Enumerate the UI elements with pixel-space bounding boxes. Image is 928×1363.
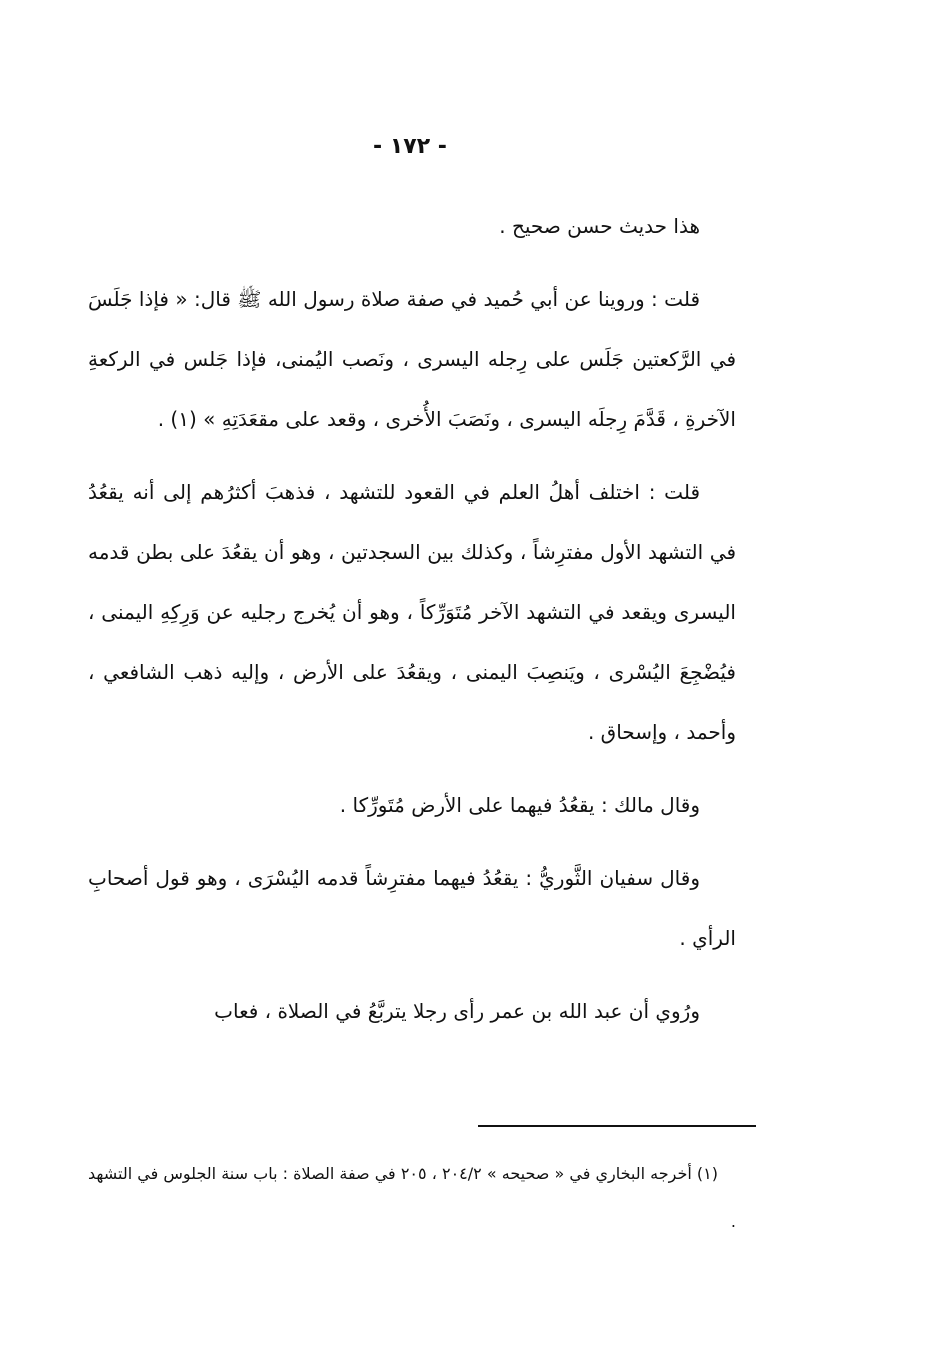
page-number: - ١٧٢ - (373, 134, 447, 159)
paragraph-ibn-umar-report: ورُوي أن عبد الله بن عمر رأى رجلا يتربَّعُ في الصلاة ، فعاب (214, 999, 700, 1023)
main-text (88, 196, 736, 1054)
footnote (88, 1150, 736, 1246)
paragraph-scholars-disagreement: قلت : اختلف أهلُ العلم في القعود للتشهد ، فذهبَ أكثرُهم إلى أنه يقعُدُ في التشهد الأول مفترِشاً ، وكذلك بين السجدتين ، وهو أن يقعُدَ على بطن قدمه اليسرى ويقعد في التشهد الآخر مُتَوَرِّكاً ، وهو أن يُخرج رجليه عن وَرِكِهِ اليمنى ، فيُضْجِعَ اليُسْرى ، ويَنصِبَ اليمنى ، ويقعُدَ على الأرض ، وإليه ذهب الشافعي ، وأحمد ، وإسحاق . (88, 480, 736, 744)
paragraph-hadith-grade: هذا حديث حسن صحيح . (499, 214, 700, 238)
paragraph-abu-humaid-narration: قلت : وروينا عن أبي حُميد في صفة صلاة رسول الله ﷺ قال: « فإذا جَلَسَ في الرَّكعتين جَلَس على رِجله اليسرى ، ونَصب اليُمنى، فإذا جَلس في الركعةِ الآخرةِ ، قَدَّمَ رِجلَه اليسرى ، ونَصَبَ الأُخرى ، وقعد على مقعَدَتِهِ » (١) . (88, 287, 736, 431)
paragraph-malik-opinion: وقال مالك : يقعُدُ فيهما على الأرض مُتَورِّكا . (339, 793, 700, 817)
paragraph-thawri-opinion: وقال سفيان الثَّوريُّ : يقعُدُ فيهما مفترِشاً قدمه اليُسْرَى ، وهو قول أصحابِ الرأي . (88, 866, 736, 950)
footnote-text: (١) أخرجه البخاري في « صحيحه » ٢٠٤/٢ ، ٢٠٥ في صفة الصلاة : باب سنة الجلوس في التشهد . (88, 1164, 736, 1231)
footnote-divider (478, 1125, 756, 1127)
